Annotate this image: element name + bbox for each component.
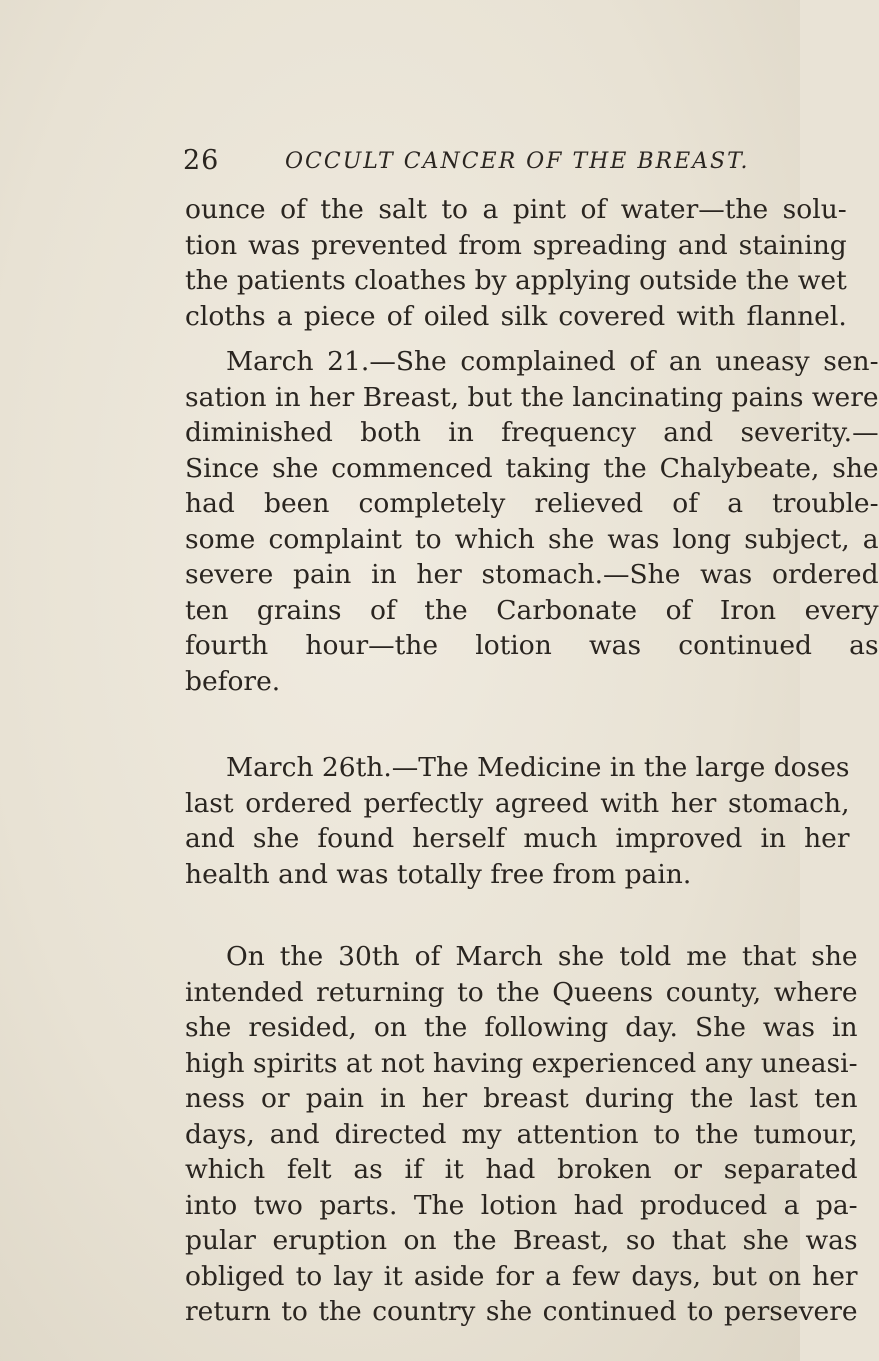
text-line: she resided, on the following day. She was in: [185, 1012, 858, 1043]
text-line: severe pain in her stomach.—She was ordered: [185, 559, 879, 590]
text-line: On the 30th of March she told me that she: [226, 941, 858, 972]
text-line: diminished both in frequency and severity.—: [185, 417, 879, 448]
paragraph: [185, 344, 879, 699]
text-line: had been completely relieved of a trouble-: [185, 488, 879, 519]
text-line: before.: [185, 665, 281, 697]
text-line: days, and directed my attention to the tumour,: [185, 1118, 858, 1150]
text-line: which felt as if it had broken or separated: [185, 1154, 858, 1185]
text-line: ness or pain in her breast during the last ten: [185, 1083, 858, 1114]
text-line: Since she commenced taking the Chalybeate, she: [185, 452, 879, 484]
text-line: sation in her Breast, but the lancinating pains were: [185, 381, 879, 413]
text-line: pular eruption on the Breast, so that she was: [185, 1225, 858, 1256]
paragraph: [185, 939, 858, 1330]
text-line: high spirits at not having experienced any uneasi-: [185, 1047, 858, 1079]
text-line: March 21.—She complained of an uneasy sen-: [226, 346, 879, 377]
paragraph: [185, 750, 850, 892]
text-line: some complaint to which she was long subject, a: [185, 523, 879, 555]
text-line: last ordered perfectly agreed with her stomach,: [185, 787, 850, 819]
page-number: 26: [183, 145, 220, 176]
text-line: March 26th.—The Medicine in the large doses: [226, 752, 850, 783]
paragraph: [185, 192, 847, 334]
text-line: and she found herself much improved in her: [185, 823, 850, 854]
text-line: fourth hour—the lotion was continued as: [185, 630, 879, 661]
text-line: into two parts. The lotion had produced a pa-: [185, 1189, 858, 1221]
text-line: health and was totally free from pain.: [185, 858, 692, 890]
text-line: return to the country she continued to persevere: [185, 1296, 858, 1327]
text-line: the patients cloathes by applying outside the wet: [185, 265, 847, 296]
text-line: tion was prevented from spreading and staining: [185, 229, 847, 261]
text-line: ten grains of the Carbonate of Iron every: [185, 594, 879, 626]
running-head: OCCULT CANCER OF THE BREAST.: [285, 149, 750, 174]
text-line: cloths a piece of oiled silk covered with flannel.: [185, 300, 847, 332]
text-line: ounce of the salt to a pint of water—the solu-: [185, 194, 847, 225]
text-line: obliged to lay it aside for a few days, but on her: [185, 1260, 858, 1292]
page-header: [183, 145, 783, 185]
text-line: intended returning to the Queens county, where: [185, 976, 858, 1008]
